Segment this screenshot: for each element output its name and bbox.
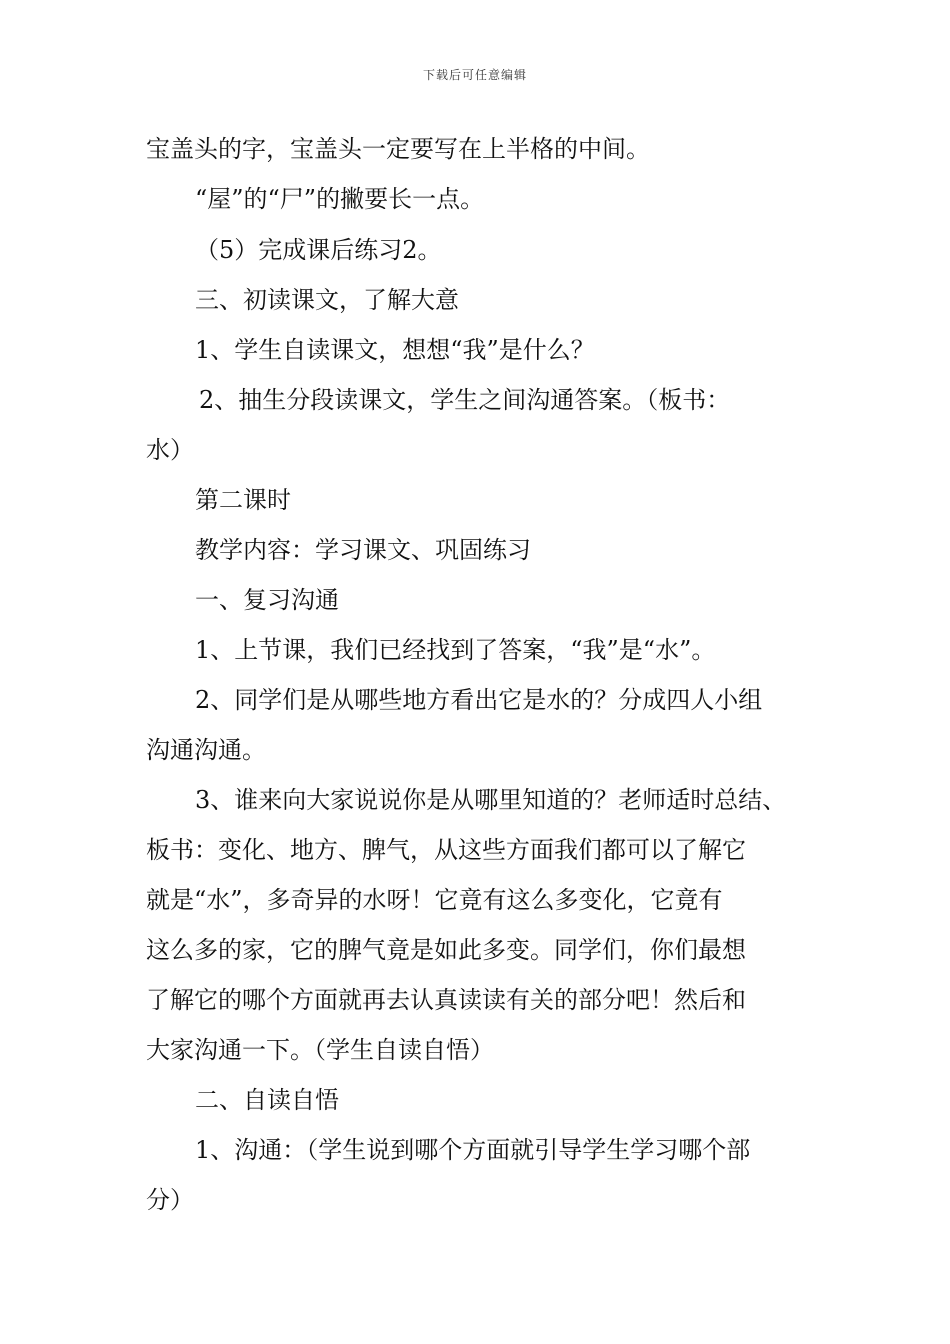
text-line: 水）	[146, 436, 194, 464]
text-line: 1、学生自读课文，想想“我”是什么？	[195, 336, 595, 364]
text-line: 教学内容：学习课文、巩固练习	[195, 536, 531, 564]
section-heading: 二、自读自悟	[195, 1086, 339, 1114]
text-line: 分）	[146, 1186, 194, 1214]
text-line: 就是“水”，多奇异的水呀！它竟有这么多变化，它竟有	[146, 886, 723, 914]
text-line: 宝盖头的字，宝盖头一定要写在上半格的中间。	[146, 135, 650, 163]
text-line: （5）完成课后练习2。	[195, 236, 442, 264]
section-heading: 三、初读课文，了解大意	[195, 286, 459, 314]
text-line: 2、同学们是从哪些地方看出它是水的？分成四人小组	[195, 686, 763, 714]
text-line: 1、上节课，我们已经找到了答案，“我”是“水”。	[195, 636, 716, 664]
page-header: 下载后可任意编辑	[422, 68, 527, 82]
text-line: 沟通沟通。	[146, 736, 266, 764]
lesson-heading: 第二课时	[195, 486, 291, 514]
text-line: 了解它的哪个方面就再去认真读读有关的部分吧！然后和	[146, 986, 746, 1014]
text-line: 大家沟通一下。（学生自读自悟）	[146, 1036, 494, 1064]
text-line: 这么多的家，它的脾气竟是如此多变。同学们，你们最想	[146, 936, 746, 964]
text-line: 板书：变化、地方、脾气，从这些方面我们都可以了解它	[146, 836, 746, 864]
text-line: 2、抽生分段读课文，学生之间沟通答案。（板书：	[199, 386, 731, 414]
section-heading: 一、复习沟通	[195, 586, 339, 614]
text-line: 1、沟通：（学生说到哪个方面就引导学生学习哪个部	[195, 1136, 751, 1164]
text-line: 3、谁来向大家说说你是从哪里知道的？老师适时总结、	[195, 786, 787, 814]
text-line: “屋”的“尸”的撇要长一点。	[195, 185, 485, 213]
